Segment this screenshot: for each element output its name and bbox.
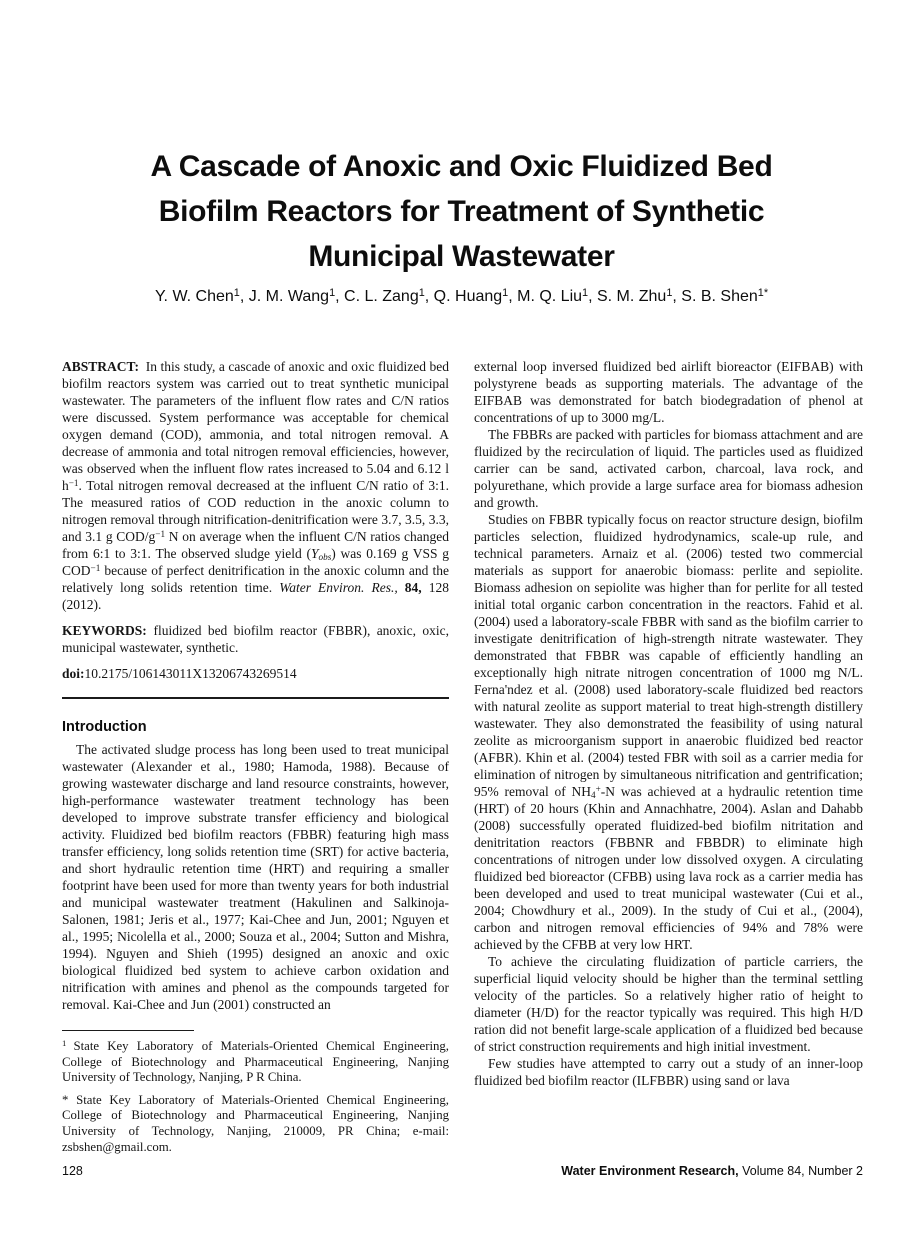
footnote-affiliation-2: * State Key Laboratory of Materials-Oriented Chemical Engineering, College of Biotechnology and Pharmaceutical Engineering, Nanjing University of Technology, Nanjing, 210009, PR China; e-mail: zsbshen@gmail.com.: [62, 1092, 449, 1154]
footnotes-block: [62, 1030, 449, 1162]
left-column: [62, 358, 449, 1013]
page-number: 128: [62, 1164, 83, 1178]
abstract-divider-rule: [62, 697, 449, 699]
page-title-line-1: A Cascade of Anoxic and Oxic Fluidized Bed: [150, 150, 773, 183]
page-title-line-3: Municipal Wastewater: [308, 240, 615, 273]
abstract-paragraph: ABSTRACT: In this study, a cascade of anoxic and oxic fluidized bed biofilm reactors system was carried out to treat synthetic municipal wastewater. The parameters of the influent flow rates and C/N ratios were discussed. System performance was acceptable for chemical oxygen demand (COD), ammonia, and total nitrogen removal. A decrease of ammonia and total nitrogen removal efficiencies, however, was observed when the influent flow rates increased to 5.04 and 6.12 l $h^{-1}$. Total nitrogen removal decreased at the influent C/N ratio of 3:1. The measured ratios of COD reduction in the anoxic column to nitrogen removal through nitrification-denitrification were 3.7, 3.5, 3.3, and 3.1 g COD/$g^{-1}$ N on average when the influent C/N ratios changed from 6:1 to 3:1. The observed sludge yield (Yobs) was 0.169 g VSS g $COD^{-1}$ because of perfect denitrification in the anoxic column and the relatively long solids retention time. Water Environ. Res., 84, 128 (2012).: [62, 359, 449, 612]
right-column: [474, 358, 863, 1089]
footnote-affiliation-1: $^1$ State Key Laboratory of Materials-Oriented Chemical Engineering, College of Biotechnology and Pharmaceutical Engineering, Nanjing University of Technology, Nanjing, P R China.: [62, 1038, 450, 1085]
journal-footer: Water Environment Research, Volume 84, Number 2: [561, 1164, 863, 1178]
keywords-paragraph: KEYWORDS: fluidized bed biofilm reactor (FBBR), anoxic, oxic, municipal wastewater, synthetic.: [62, 623, 449, 655]
doi-line: doi:10.2175/106143011X13206743269514: [62, 666, 297, 681]
body-paragraph-5: Few studies have attempted to carry out a study of an inner-loop fluidized bed biofilm reactor (ILFBBR) using sand or lava: [474, 1056, 863, 1088]
section-heading-introduction: Introduction: [62, 719, 147, 735]
authors-line: Y. W. Chen$^1$, J. M. Wang$^1$, C. L. Zang$^1$, Q. Huang$^1$, M. Q. Liu$^1$, S. M. Zhu$^1$, S. B. Shen$^{1*}$: [154, 287, 769, 305]
introduction-paragraph: The activated sludge process has long been used to treat municipal wastewater (Alexander et al., 1980; Hamoda, 1988). Because of growing wastewater discharge and land resource constraints, however, high-performance wastewater treatment technology has been developed to improve substrate transfer efficiency and biological activity. Fluidized bed biofilm reactors (FBBR) featuring high mass transfer efficiency, long solids retention time (SRT) for active bacteria, and short hydraulic retention time (HRT) and requiring a smaller footprint have been used for more than twenty years for both industrial and municipal wastewater treatment (Hakulinen and Salkinoja-Salonen, 1981; Jeris et al., 1977; Kai-Chee and Jun, 2001; Nguyen et al., 1995; Nicolella et al., 2000; Souza et al., 2004; Sutton and Mishra, 1994). Nguyen and Shieh (1995) designed an anoxic and oxic biological fluidized bed system to achieve carbon oxidation and nitrification with amines and phenol as the compounds targeted for removal. Kai-Chee and Jun (2001) constructed an: [62, 742, 449, 1012]
body-paragraph-2: The FBBRs are packed with particles for biomass attachment and are fluidized by the recirculation of liquid. The particles used as fluidized carrier can be sand, activated carbon, charcoal, lava rock, and polyurethane, which provide a large surface area for biomass adhesion and growth.: [474, 427, 863, 510]
footnote-separator-rule: [62, 1030, 194, 1031]
page-footer: [62, 1164, 863, 1178]
body-paragraph-1: external loop inversed fluidized bed airlift bioreactor (EIFBAB) with polystyrene beads as supporting materials. The advantage of the EIFBAB was demonstrated for batch biodegradation of phenol at concentrations of up to 3000 mg/L.: [474, 359, 863, 425]
page-title-line-2: Biofilm Reactors for Treatment of Synthetic: [158, 195, 765, 228]
body-paragraph-3: Studies on FBBR typically focus on reactor structure design, biofilm particles selection, fluidized hydrodynamics, scale-up rule, and technical parameters. Arnaiz et al. (2006) tested two commercial materials as support for anaerobic biomass: perlite and sepiolite. Biomass adhesion on sepiolite was higher than for perlite for all tested initial total organic carbon concentration in the reactors. Fahid et al. (2004) used a laboratory-scale FBBR with sand as the biofilm carrier to investigate denitrification of high-strength nitrate wastewater. They demonstrated that FBBR was capable of efficiently handling an exceptionally high nitrate nitrogen concentration of 1000 mg N/L. Ferna'ndez et al. (2008) used laboratory-scale fluidized bed reactors with natural zeolite as support material to treat high-strength distillery wastewater. They also demonstrated the feasibility of using natural zeolite as microorganism support in anaerobic fluidized bed reactor (AFBR). Khin et al. (2004) tested FBR with soil as a carrier media for elimination of nitrogen by simultaneous nitrification and gentrification; 95% removal of NH4+-N was achieved at a hydraulic retention time (HRT) of 20 hours (Khin and Annachhatre, 2004). Aslan and Dahabb (2008) successfully operated fluidized-bed biofilm nitritation and denitritation reactors (FBBNR and FBBDR) to eliminate high concentrations of nitrogen under low dissolved oxygen. A circulating fluidized bed bioreactor (CFBB) using lava rock as a carrier media has been developed and used to treat municipal wastewater (Cui et al., 2004; Chowdhury et al., 2009). In the study of Cui et al., (2004), carbon and nitrogen removal efficiencies of 94% and 78% were achieved by the CFBB at very low HRT.: [474, 512, 863, 952]
page-title: [0, 144, 923, 279]
body-paragraph-4: To achieve the circulating fluidization of particle carriers, the superficial liquid velocity should be higher than the terminal settling velocity of the particles. So a relatively higher ratio of height to diameter (H/D) for the reactor typically was required. This high H/D ration did not benefit large-scale application of a fluidized bed because of strict construction requirements and high initial investment.: [474, 954, 863, 1054]
